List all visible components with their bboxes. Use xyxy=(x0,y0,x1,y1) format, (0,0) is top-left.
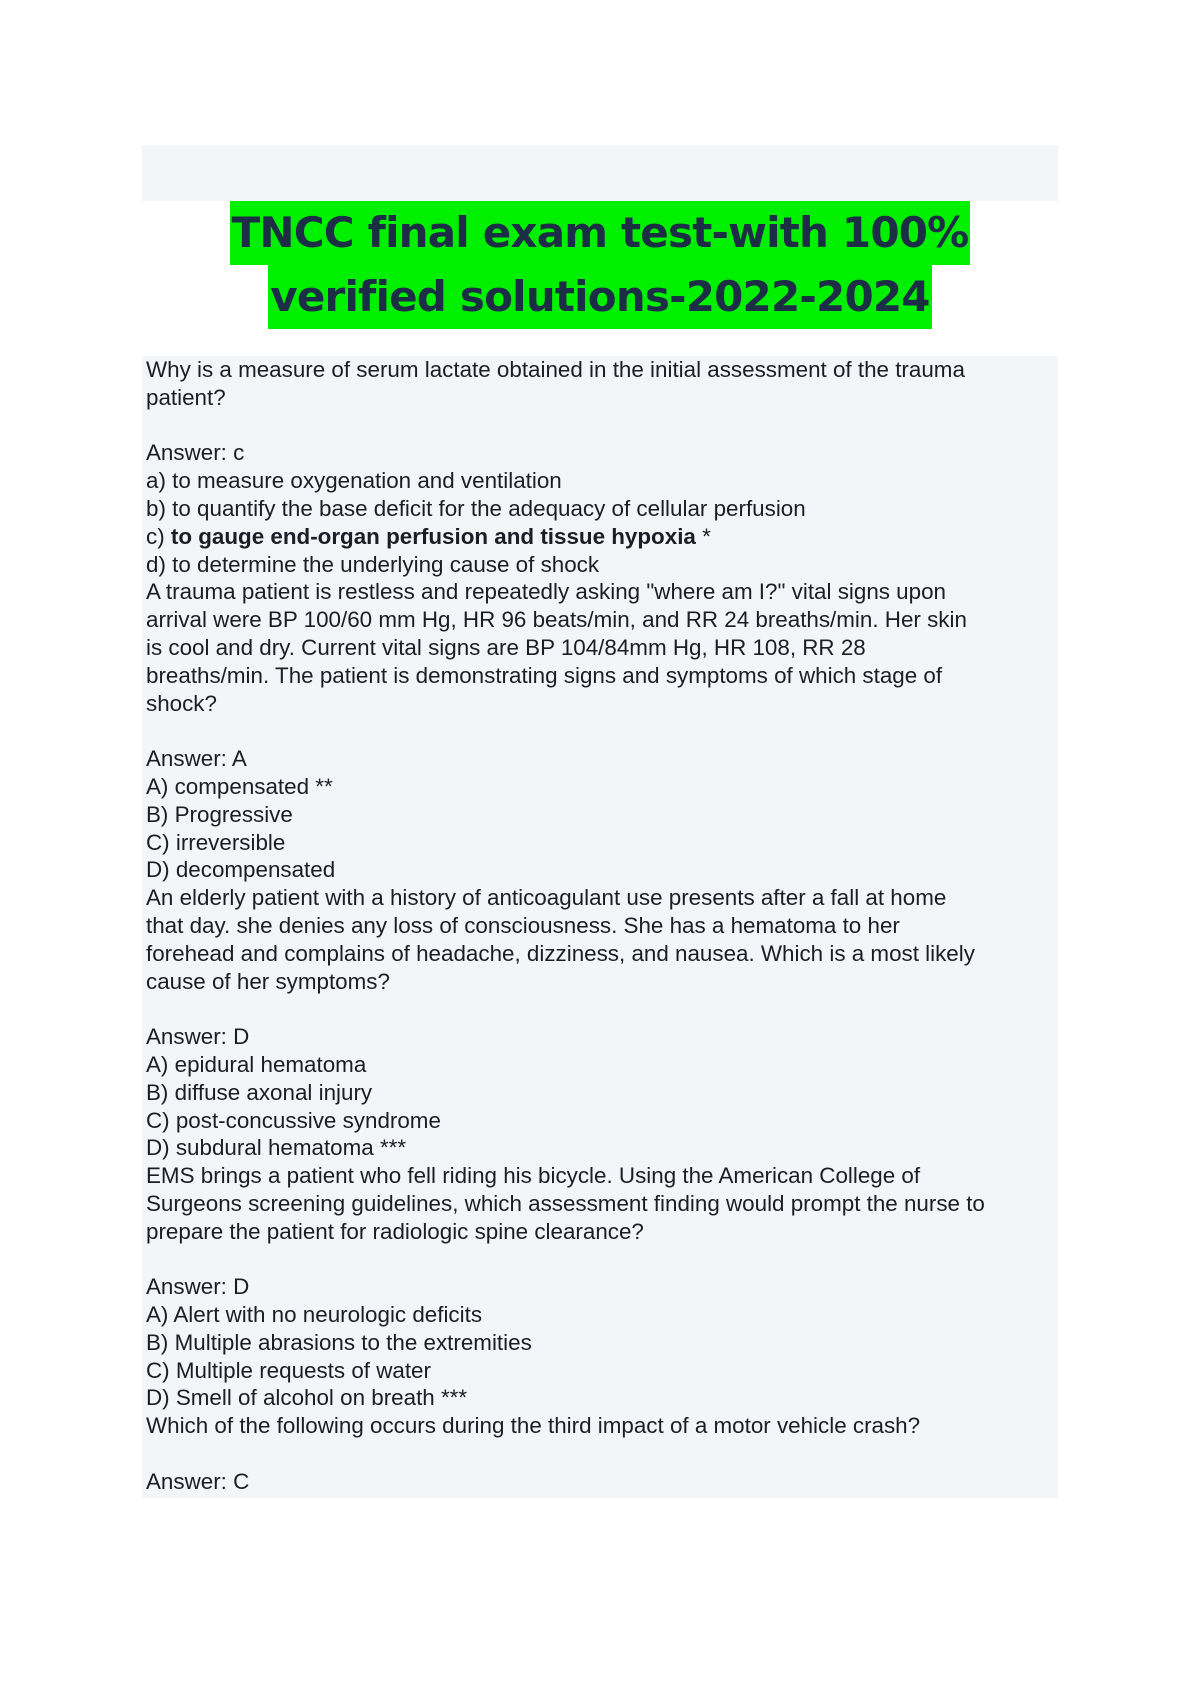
question-text: is cool and dry. Current vital signs are BP 104/84mm Hg, HR 108, RR 28 xyxy=(146,634,866,660)
option: A) epidural hematoma xyxy=(146,1051,367,1077)
header-band xyxy=(142,145,1058,201)
question-text: that day. she denies any loss of consciousness. She has a hematoma to her xyxy=(146,912,900,938)
title-line-1: TNCC final exam test-with 100% xyxy=(230,201,971,265)
option: b) to quantify the base deficit for the adequacy of cellular perfusion xyxy=(146,495,806,521)
answer-line: Answer: D xyxy=(146,1024,250,1050)
question-text: forehead and complains of headache, dizziness, and nausea. Which is a most likely xyxy=(146,940,975,966)
answer-line: Answer: C xyxy=(146,1468,250,1494)
option: B) Multiple abrasions to the extremities xyxy=(146,1329,532,1355)
question-text: patient? xyxy=(146,384,226,410)
spacer xyxy=(146,1246,1054,1274)
option: D) Smell of alcohol on breath *** xyxy=(146,1385,468,1411)
spacer xyxy=(146,412,1054,440)
answer-line: Answer: c xyxy=(146,440,245,466)
question-text: A trauma patient is restless and repeatedly asking "where am I?" vital signs upon xyxy=(146,579,946,605)
spacer xyxy=(146,995,1054,1023)
answer-line: Answer: A xyxy=(146,746,247,772)
option: D) subdural hematoma *** xyxy=(146,1135,407,1161)
document-body xyxy=(142,356,1058,1498)
question-text: shock? xyxy=(146,690,217,716)
question-text: Which of the following occurs during the third impact of a motor vehicle crash? xyxy=(146,1413,921,1439)
spacer xyxy=(146,717,1054,745)
option: C) irreversible xyxy=(146,829,286,855)
question-text: Why is a measure of serum lactate obtained in the initial assessment of the trauma xyxy=(146,357,965,382)
question-text: cause of her symptoms? xyxy=(146,968,390,994)
question-text: EMS brings a patient who fell riding his bicycle. Using the American College of xyxy=(146,1163,921,1189)
option: B) Progressive xyxy=(146,801,293,827)
option: D) decompensated xyxy=(146,857,336,883)
question-text: prepare the patient for radiologic spine clearance? xyxy=(146,1218,644,1244)
question-text: Surgeons screening guidelines, which assessment finding would prompt the nurse to xyxy=(146,1190,985,1216)
question-text: An elderly patient with a history of anticoagulant use presents after a fall at home xyxy=(146,885,947,911)
option: A) Alert with no neurologic deficits xyxy=(146,1302,483,1328)
document-title xyxy=(142,201,1058,329)
question-text: arrival were BP 100/60 mm Hg, HR 96 beats/min, and RR 24 breaths/min. Her skin xyxy=(146,607,967,633)
option-correct: c) to gauge end-organ perfusion and tissue hypoxia * xyxy=(146,523,711,549)
option: C) post-concussive syndrome xyxy=(146,1107,441,1133)
option: C) Multiple requests of water xyxy=(146,1357,431,1383)
option: a) to measure oxygenation and ventilation xyxy=(146,468,562,494)
answer-line: Answer: D xyxy=(146,1274,250,1300)
spacer xyxy=(146,1440,1054,1468)
question-text: breaths/min. The patient is demonstrating signs and symptoms of which stage of xyxy=(146,662,943,688)
option: B) diffuse axonal injury xyxy=(146,1079,373,1105)
option: d) to determine the underlying cause of shock xyxy=(146,551,600,577)
option: A) compensated ** xyxy=(146,773,333,799)
title-line-2: verified solutions-2022-2024 xyxy=(268,265,931,329)
